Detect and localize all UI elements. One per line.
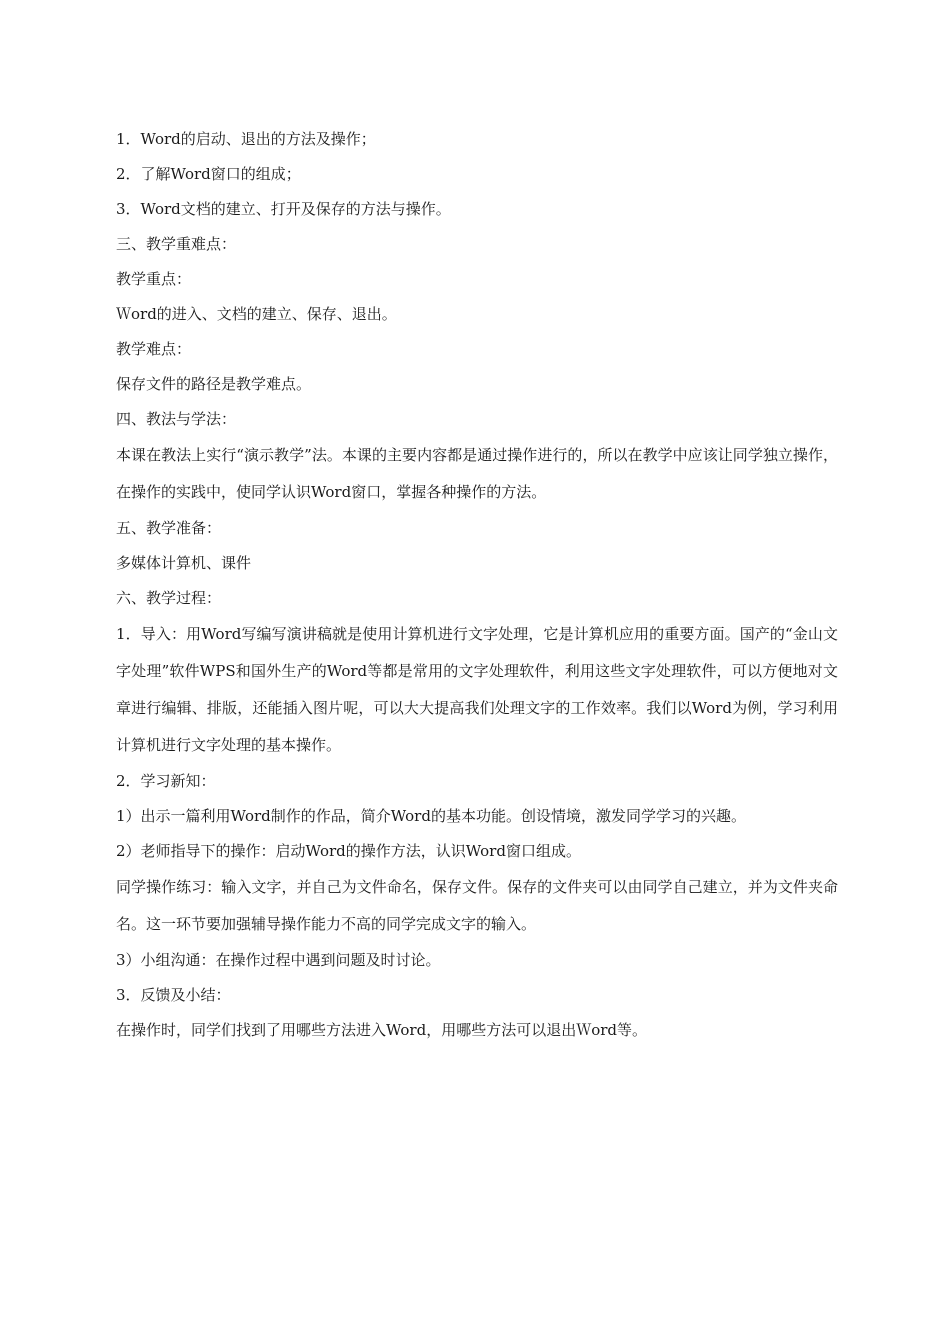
section-heading-preparation: 五、教学准备： [116,519,222,537]
subheading-key-point: 教学重点： [116,270,192,288]
preparation-text: 多媒体计算机、课件 [116,554,252,572]
section-heading-process: 六、教学过程： [116,589,222,607]
subheading-difficulty: 教学难点： [116,340,192,358]
section-heading-methods: 四、教法与学法： [116,410,237,428]
student-practice-text: 同学操作练习：输入文字，并自己为文件命名，保存文件。保存的文件夹可以由同学自己建立，并为文件夹命名。这一环节要加强辅导操作能力不高的同学完成文字的输入。 [116,878,838,933]
process-substep-2: 2）老师指导下的操作：启动Word的操作方法，认识Word窗口组成。 [116,842,581,860]
objective-1: 1．Word的启动、退出的方法及操作； [116,130,376,148]
methods-text: 本课在教法上实行“演示教学”法。本课的主要内容都是通过操作进行的，所以在教学中应该让同学独立操作，在操作的实践中，使同学认识Word窗口，掌握各种操作的方法。 [116,446,838,501]
process-step-feedback: 3．反馈及小结： [116,986,231,1004]
section-heading-key-points: 三、教学重难点： [116,235,237,253]
process-intro-text: 1．导入：用Word写编写演讲稿就是使用计算机进行文字处理，它是计算机应用的重要方面。国产的“金山文字处理”软件WPS和国外生产的Word等都是常用的文字处理软件，利用这些文字处理软件，可以方便地对文章进行编辑、排版，还能插入图片呢，可以大大提高我们处理文字的工作效率。我们以Word为例，学习利用计算机进行文字处理的基本操作。 [116,625,838,754]
feedback-text: 在操作时，同学们找到了用哪些方法进入Word，用哪些方法可以退出Ｗord等。 [116,1021,648,1039]
objective-3: 3．Word文档的建立、打开及保存的方法与操作。 [116,200,451,218]
document-body [116,122,838,1048]
key-point-text: Ｗord的进入、文档的建立、保存、退出。 [116,305,397,323]
difficulty-text: 保存文件的路径是教学难点。 [116,375,312,393]
objective-2: 2．了解Word窗口的组成； [116,165,301,183]
process-step-new-knowledge: 2．学习新知： [116,772,216,790]
process-substep-3: 3）小组沟通：在操作过程中遇到问题及时讨论。 [116,951,441,969]
process-substep-1: 1）出示一篇利用Word制作的作品，简介Word的基本功能。创设情境，激发同学学习的兴趣。 [116,807,746,825]
